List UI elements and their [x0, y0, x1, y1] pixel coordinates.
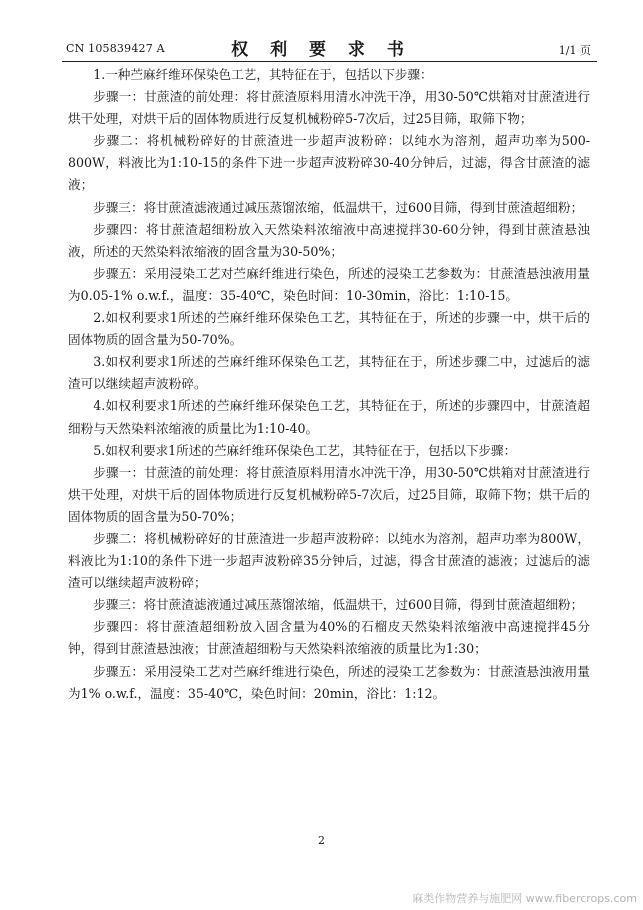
header-divider — [62, 61, 597, 62]
claim-1-step-1: 步骤一：甘蔗渣的前处理：将甘蔗渣原料用清水冲洗干净，用30-50℃烘箱对甘蔗渣进行烘干处理，对烘干后的固体物质进行反复机械粉碎5-7次后，过25目筛，取筛下物； — [68, 89, 590, 127]
claim-1: 1.一种苎麻纤维环保染色工艺，其特征在于，包括以下步骤： — [93, 67, 433, 82]
claim-5-step-4: 步骤四：将甘蔗渣超细粉放入固含量为40%的石榴皮天然染料浓缩液中高速搅拌45分钟，得到甘蔗渣悬浊液；甘蔗渣超细粉与天然染料浓缩液的质量比为1:30； — [68, 619, 590, 657]
claims-body — [68, 64, 590, 705]
claim-1-step-2: 步骤二：将机械粉碎好的甘蔗渣进一步超声波粉碎：以纯水为溶剂，超声功率为500-800W，料液比为1:10-15的条件下进一步超声波粉碎30-40分钟后，过滤，得含甘蔗渣的滤液； — [68, 133, 590, 193]
patent-number: CN 105839427 A — [66, 42, 165, 55]
claim-4: 4.如权利要求1所述的苎麻纤维环保染色工艺，其特征在于，所述的步骤四中，甘蔗渣超细粉与天然染料浓缩液的质量比为1:10-40。 — [68, 398, 590, 436]
document-title: 权 利 要 求 书 — [231, 40, 412, 60]
claim-1-step-3: 步骤三：将甘蔗渣滤液通过减压蒸馏浓缩，低温烘干，过600目筛，得到甘蔗渣超细粉； — [93, 199, 584, 215]
claim-5-step-3: 步骤三：将甘蔗渣滤液通过减压蒸馏浓缩，低温烘干，过600目筛，得到甘蔗渣超细粉； — [93, 597, 584, 613]
claim-1-step-5: 步骤五：采用浸染工艺对苎麻纤维进行染色，所述的浸染工艺参数为：甘蔗渣悬浊液用量为0.05-1% o.w.f.，温度：35-40℃，染色时间：10-30min，浴比：1:10-15。 — [68, 265, 590, 303]
claim-3: 3.如权利要求1所述的苎麻纤维环保染色工艺，其特征在于，所述步骤二中，过滤后的滤渣可以继续超声波粉碎。 — [68, 354, 590, 392]
site-watermark: 麻类作物营养与施肥网 www.fibercrops.com — [412, 892, 637, 905]
claim-5: 5.如权利要求1所述的苎麻纤维环保染色工艺，其特征在于，包括以下步骤： — [93, 442, 517, 458]
claim-2: 2.如权利要求1所述的苎麻纤维环保染色工艺，其特征在于，所述的步骤一中，烘干后的固体物质的固含量为50-70%。 — [68, 310, 590, 348]
page-number: 2 — [318, 834, 325, 847]
page-indicator: 1/1 页 — [558, 44, 591, 57]
claim-5-step-2: 步骤二：将机械粉碎好的甘蔗渣进一步超声波粉碎：以纯水为溶剂，超声功率为800W，料液比为1:10的条件下进一步超声波粉碎35分钟后，过滤，得含甘蔗渣的滤液；过滤后的滤渣可以继续超声波粉碎； — [68, 530, 590, 591]
claim-5-step-5: 步骤五：采用浸染工艺对苎麻纤维进行染色，所述的浸染工艺参数为：甘蔗渣悬浊液用量为1% o.w.f.，温度：35-40℃，染色时间：20min，浴比：1:12。 — [68, 663, 590, 701]
claim-1-step-4: 步骤四：将甘蔗渣超细粉放入天然染料浓缩液中高速搅拌30-60分钟，得到甘蔗渣悬浊液，所述的天然染料浓缩液的固含量为30-50%； — [68, 221, 590, 259]
claim-5-step-1: 步骤一：甘蔗渣的前处理：将甘蔗渣原料用清水冲洗干净，用30-50℃烘箱对甘蔗渣进行烘干处理，对烘干后的固体物质进行反复机械粉碎5-7次后，过25目筛，取筛下物；烘干后的固体物质的固含量为50-70%； — [68, 464, 590, 524]
